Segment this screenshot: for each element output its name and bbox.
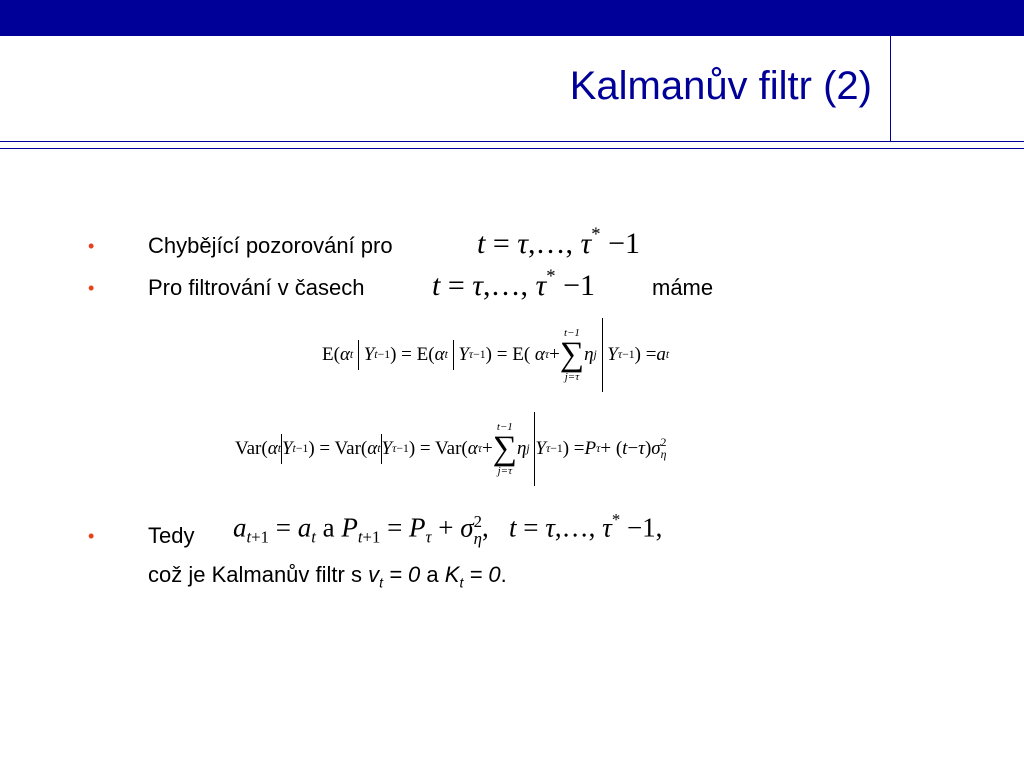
bullet-marker: • xyxy=(88,278,95,298)
conclusion-prefix: což je Kalmanův filtr s xyxy=(148,562,362,587)
expectation-equation: E( α t Y t−1 ) = E( α t Y τ−1 ) = E( α τ + t−1 ∑ j=τ η j Y τ−1 ) = a t xyxy=(322,318,669,392)
variance-equation: Var( α t Y t−1 ) = Var( α t Y τ−1 ) = Var( α τ + t−1 ∑ j=τ η j Y τ−1 ) = P τ + ( t − τ ) σ 2 η xyxy=(235,412,667,486)
title-divider-horizontal xyxy=(0,141,1024,142)
bullet-marker: • xyxy=(88,526,95,546)
bullet-3-text: Tedy xyxy=(148,523,195,548)
v-value: = 0 xyxy=(382,562,421,587)
k-value: = 0 xyxy=(463,562,501,587)
title-divider-horizontal-2 xyxy=(0,148,1024,149)
conclusion-line xyxy=(148,562,507,595)
conclusion-and: a xyxy=(420,562,445,587)
k-symbol: K xyxy=(444,562,460,587)
bullet-1-math: t = τ,…, τ* −1 xyxy=(477,224,640,261)
bullet-2-math: t = τ,…, τ* −1 xyxy=(432,266,595,303)
bullet-marker: • xyxy=(88,236,95,256)
k-subscript: t xyxy=(459,574,464,591)
bullet-2-after: máme xyxy=(652,275,714,300)
title-divider-vertical xyxy=(890,36,891,142)
v-symbol: v xyxy=(368,562,380,587)
slide-title: Kalmanův filtr (2) xyxy=(569,64,872,108)
top-banner xyxy=(0,0,1024,36)
bullet-2-text: Pro filtrování v časech xyxy=(148,275,365,300)
bullet-1-text: Chybějící pozorování pro xyxy=(148,233,393,258)
v-subscript: t xyxy=(379,574,383,591)
conclusion-end: . xyxy=(500,562,507,587)
bullet-3-math: $a_{t+1} = a_t$ a $P_{t+1} = P_\tau + \sigma$ 2 η , t = τ,…, τ* −1, xyxy=(233,510,663,548)
